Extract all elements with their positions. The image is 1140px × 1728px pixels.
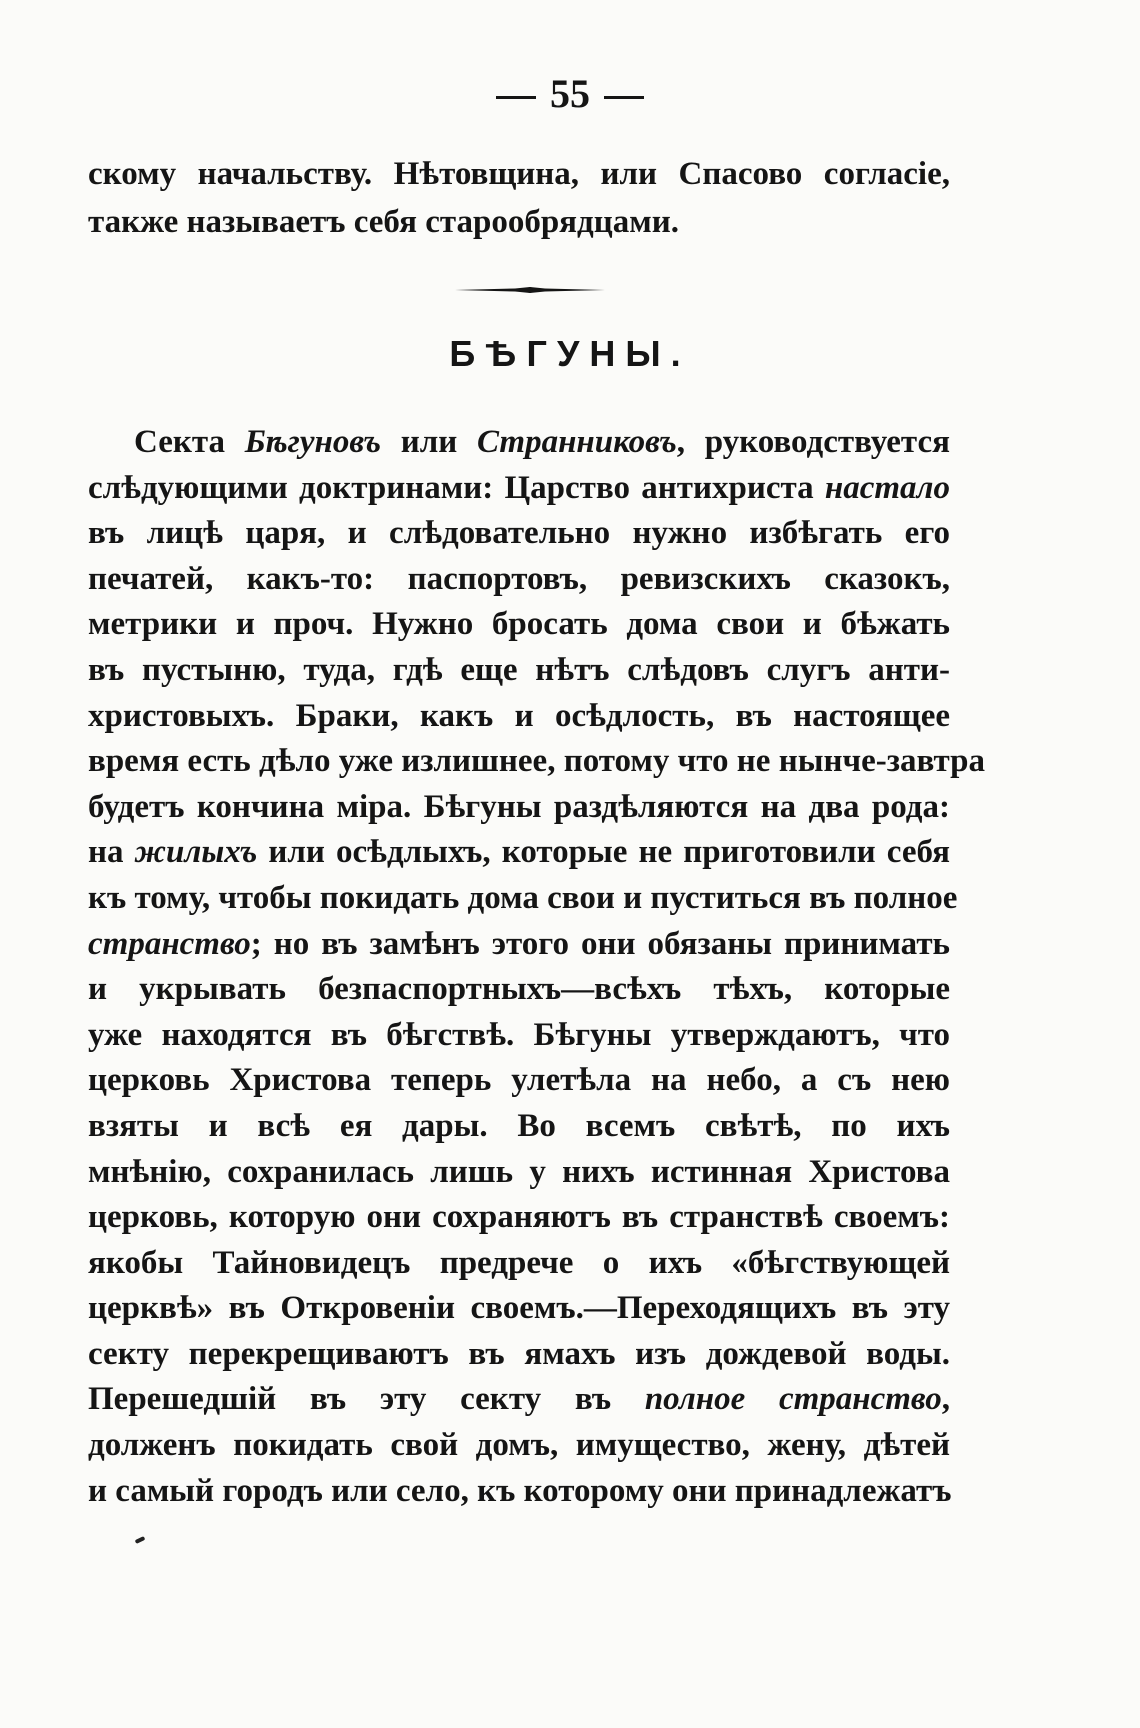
text-segment: , руководствуется <box>676 424 951 460</box>
text-segment: , <box>941 1381 950 1418</box>
body-paragraph <box>88 420 985 1514</box>
text-segment: уже находятся въ бѣгствѣ. Бѣгуны утверждаютъ, что <box>88 1016 950 1053</box>
body-line <box>88 739 985 785</box>
body-line <box>88 1332 950 1378</box>
text-segment: церковь, которую они сохраняютъ въ странствѣ своемъ: <box>88 1199 950 1236</box>
right-dash <box>604 96 644 99</box>
text-segment: секту перекрещиваютъ въ ямахъ изъ дождевой воды. <box>88 1335 950 1372</box>
body-line <box>88 1241 950 1287</box>
text-segment: въ лицѣ царя, и слѣдовательно нужно избѣгать его <box>88 515 950 552</box>
text-segment: церквѣ» въ Откровеніи своемъ.—Переходящихъ въ эту <box>88 1290 950 1327</box>
text-segment: метрики и проч. Нужно бросать дома свои и бѣжать <box>88 606 950 643</box>
text-segment: долженъ покидать свой домъ, имущество, жену, дѣтей <box>88 1427 950 1464</box>
page-number-text: 55 <box>550 71 590 116</box>
body-line <box>88 876 958 922</box>
body-line <box>88 1013 950 1059</box>
emphasized-text: жилыхъ <box>134 834 258 871</box>
ornamental-divider <box>455 286 605 294</box>
body-line <box>88 1150 950 1196</box>
left-dash <box>496 96 536 99</box>
body-line <box>88 466 950 512</box>
text-segment: будетъ кончина міра. Бѣгуны раздѣляются на два рода: <box>88 788 950 825</box>
emphasized-text: странство <box>88 925 251 962</box>
body-line <box>88 830 950 876</box>
body-line <box>88 1058 950 1104</box>
lead-paragraph <box>88 150 950 246</box>
text-segment: къ тому, чтобы покидать дома свои и пуститься въ полное <box>88 879 958 916</box>
ink-mark <box>135 1536 146 1544</box>
section-heading: БѢГУНЫ. <box>449 333 691 374</box>
body-line <box>88 967 950 1013</box>
text-segment: христовыхъ. Браки, какъ и осѣдлость, въ настоящее <box>88 697 950 734</box>
text-segment: ; но въ замѣнъ этого они обязаны принимать <box>250 925 950 962</box>
lead-line: также называетъ себя старообрядцами. <box>88 204 679 240</box>
text-segment: церковь Христова теперь улетѣла на небо, а съ нею <box>88 1062 950 1099</box>
body-line <box>88 694 950 740</box>
body-line <box>88 557 950 603</box>
emphasized-text: Странниковъ <box>476 424 677 460</box>
text-segment: взяты и всѣ ея дары. Во всемъ свѣтѣ, по ихъ <box>88 1107 950 1144</box>
lead-line: скому начальству. Нѣтовщина, или Спасово согласіе, <box>88 156 950 192</box>
text-segment: или осѣдлыхъ, которые не приготовили себя <box>257 834 950 871</box>
text-segment: на <box>88 834 135 871</box>
text-segment: мнѣнію, сохранилась лишь у нихъ истинная Христова <box>88 1153 950 1190</box>
emphasized-text: полное странство <box>644 1381 942 1418</box>
text-segment: якобы Тайновидецъ предрече о ихъ «бѣгствующей <box>88 1244 950 1281</box>
body-line <box>88 1377 950 1423</box>
text-segment: или <box>381 424 477 460</box>
body-line <box>88 1104 950 1150</box>
body-line <box>88 648 950 694</box>
body-line <box>88 1423 950 1469</box>
text-segment: слѣдующими доктринами: Царство антихриста <box>88 469 825 506</box>
text-segment: и самый городъ или село, къ которому они принадлежатъ <box>88 1472 952 1509</box>
text-segment: въ пустыню, туда, гдѣ еще нѣтъ слѣдовъ слугъ анти- <box>88 651 950 688</box>
body-line <box>88 1286 950 1332</box>
body-line <box>88 1469 950 1515</box>
text-segment: Секта <box>134 424 245 460</box>
text-segment: печатей, какъ-то: паспортовъ, ревизскихъ сказокъ, <box>88 560 950 597</box>
body-line <box>88 1195 950 1241</box>
body-line <box>88 785 950 831</box>
body-line <box>88 511 950 557</box>
emphasized-text: Бѣгуновъ <box>244 424 382 460</box>
page-number <box>0 70 1140 117</box>
text-segment: время есть дѣло уже излишнее, потому что не нынче-завтра <box>88 743 985 780</box>
body-line <box>88 602 950 648</box>
emphasized-text: настало <box>824 469 950 506</box>
text-segment: Перешедшій въ эту секту въ <box>88 1381 645 1418</box>
body-line <box>88 420 950 466</box>
text-segment: и укрывать безпаспортныхъ—всѣхъ тѣхъ, которые <box>88 971 950 1008</box>
body-line <box>88 922 950 968</box>
